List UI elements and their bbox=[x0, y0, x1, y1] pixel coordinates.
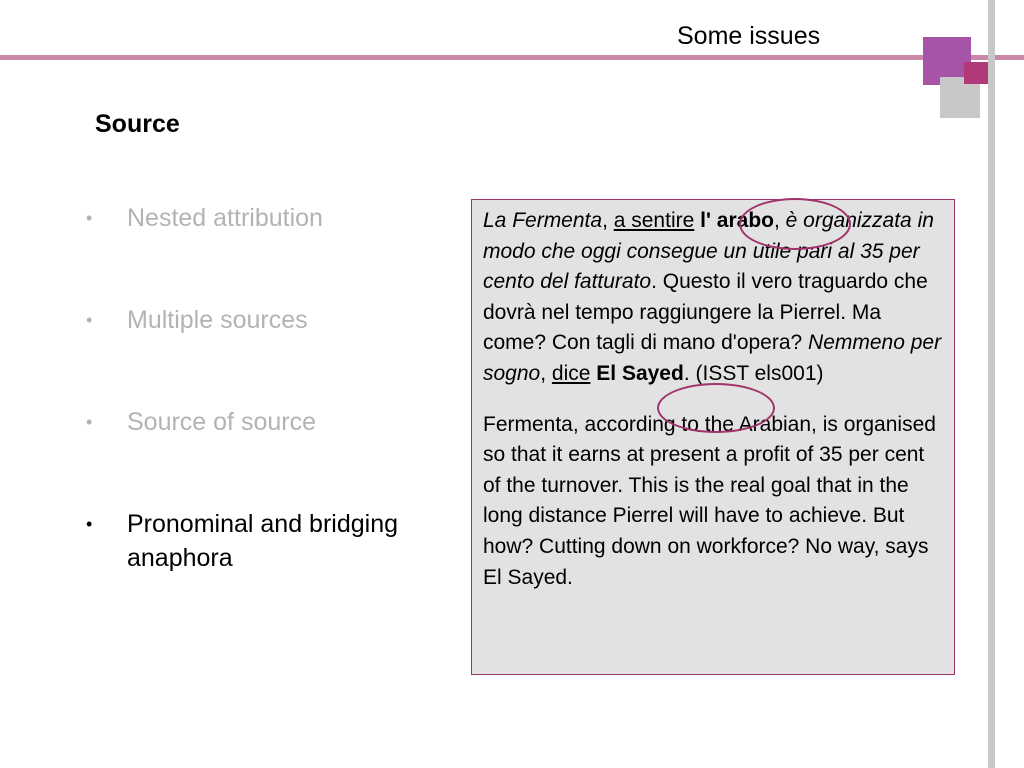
source-cue: dice bbox=[551, 361, 591, 385]
slide-header-title: Some issues bbox=[677, 22, 821, 50]
example-segment: , bbox=[773, 209, 786, 232]
example-segment: La Fermenta bbox=[483, 209, 603, 232]
example-segment: . (ISST els001) bbox=[683, 361, 824, 385]
list-item bbox=[86, 303, 416, 337]
bullet-icon: • bbox=[86, 208, 93, 228]
list-item bbox=[86, 507, 416, 575]
list-item-text: Pronominal and bridging anaphora bbox=[127, 510, 399, 572]
bullet-icon: • bbox=[86, 514, 93, 534]
list-item bbox=[86, 201, 416, 235]
example-segment: Nemmeno per sogno bbox=[483, 331, 942, 385]
example-segment: . Questo il vero traguardo che dovrà nel tempo raggiungere la Pierrel. Ma come? Con tagli di mano d'opera? bbox=[483, 270, 928, 355]
list-item-text: Nested attribution bbox=[127, 204, 323, 232]
list-item bbox=[86, 405, 416, 439]
source-mention: l' arabo bbox=[700, 209, 774, 232]
header-accent-line bbox=[0, 55, 1024, 60]
section-title: Source bbox=[95, 110, 180, 138]
example-segment: è organizzata in modo che oggi consegue un utile pari al 35 per cento del fatturato bbox=[483, 209, 934, 294]
right-vertical-bar bbox=[988, 0, 995, 768]
english-translation: Fermenta, according to the Arabian, is organised so that it earns at present a profit of 35 per cent of the turnover. This is the real goal that in the long distance Pierrel will have to achieve. But how? Cutting down on workforce? No way, says El Sayed. bbox=[483, 412, 936, 589]
example-text-box bbox=[471, 199, 955, 675]
source-mention: El Sayed bbox=[596, 361, 684, 385]
list-item-text: Source of source bbox=[127, 408, 316, 436]
decorative-magenta-square bbox=[964, 62, 988, 84]
bullet-icon: • bbox=[86, 310, 93, 330]
example-segment: , bbox=[540, 361, 552, 385]
source-cue: a sentire bbox=[613, 209, 695, 232]
list-item-text: Multiple sources bbox=[127, 306, 308, 334]
italian-example bbox=[483, 206, 944, 390]
bullet-icon: • bbox=[86, 412, 93, 432]
example-segment: , bbox=[602, 209, 614, 232]
